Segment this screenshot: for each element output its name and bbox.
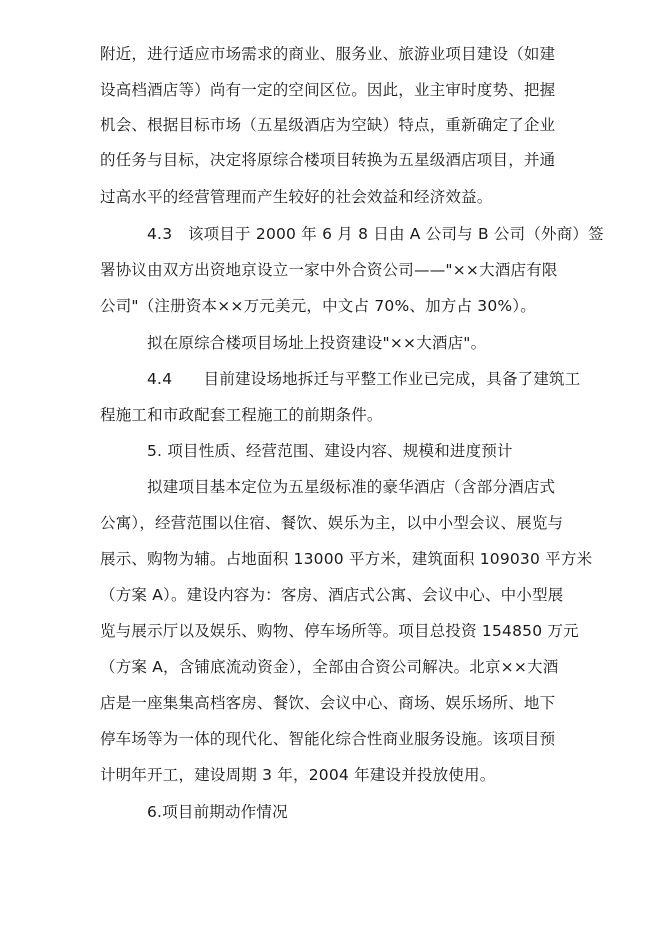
paragraph-line: 附近，进行适应市场需求的商业、服务业、旅游业项目建设（如建 bbox=[100, 45, 556, 63]
paragraph-line: 署协议由双方出资地京设立一家中外合资公司——"××大酒店有限 bbox=[100, 261, 558, 279]
paragraph-line: 览与展示厅以及娱乐、购物、停车场所等。项目总投资 154850 万元 bbox=[100, 622, 579, 640]
paragraph-line: 计明年开工，建设周期 3 年，2004 年建设并投放使用。 bbox=[100, 766, 496, 784]
paragraph-line: 拟在原综合楼项目场址上投资建设"××大酒店"。 bbox=[147, 334, 487, 352]
paragraph-line: 4.4 目前建设场地拆迁与平整工作业已完成，具备了建筑工 bbox=[147, 370, 581, 388]
paragraph-line: 机会、根据目标市场（五星级酒店为空缺）特点，重新确定了企业 bbox=[100, 116, 556, 134]
paragraph-line: 拟建项目基本定位为五星级标准的豪华酒店（含部分酒店式 bbox=[147, 478, 556, 496]
paragraph-line: 公寓），经营范围以住宿、餐饮、娱乐为主，以中小型会议、展览与 bbox=[100, 514, 564, 532]
paragraph-line: 4.3 该项目于 2000 年 6 月 8 日由 A 公司与 B 公司（外商）签 bbox=[147, 225, 604, 243]
paragraph-line: 程施工和市政配套工程施工的前期条件。 bbox=[100, 406, 383, 424]
paragraph-line: （方案 A）。建设内容为：客房、酒店式公寓、会议中心、中小型展 bbox=[100, 586, 564, 604]
paragraph-line: 展示、购物为辅。占地面积 13000 平方米，建筑面积 109030 平方米 bbox=[100, 550, 593, 568]
paragraph-line: 设高档酒店等）尚有一定的空间区位。因此，业主审时度势、把握 bbox=[100, 81, 556, 99]
paragraph-line: 过高水平的经营管理而产生较好的社会效益和经济效益。 bbox=[100, 188, 493, 206]
paragraph-line: （方案 A，含铺底流动资金），全部由合资公司解决。北京××大酒 bbox=[100, 658, 559, 676]
paragraph-line: 停车场等为一体的现代化、智能化综合性商业服务设施。该项目预 bbox=[100, 730, 556, 748]
paragraph-line: 的任务与目标，决定将原综合楼项目转换为五星级酒店项目，并通 bbox=[100, 151, 556, 169]
section-heading: 5. 项目性质、经营范围、建设内容、规模和进度预计 bbox=[147, 442, 513, 460]
paragraph-line: 店是一座集集高档客房、餐饮、会议中心、商场、娱乐场所、地下 bbox=[100, 694, 556, 712]
paragraph-line: 公司"（注册资本××万元美元，中文占 70%、加方占 30%）。 bbox=[100, 297, 537, 315]
section-heading: 6.项目前期动作情况 bbox=[147, 803, 288, 821]
